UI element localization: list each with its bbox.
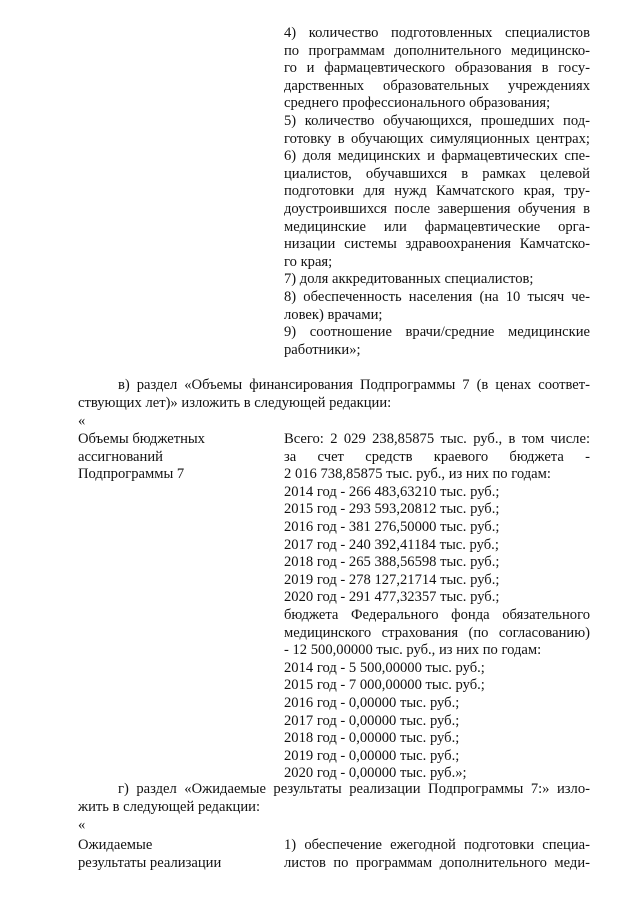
indicator-line: среднего профессионального образования; <box>284 95 551 112</box>
results-label <box>78 837 268 872</box>
paragraph-line: в) раздел «Объемы финансирования Подпрограммы 7 (в ценах соответ- <box>118 377 590 393</box>
indicator-line: циалистов, обучавшихся в рамках целевой <box>284 165 590 182</box>
financing-label <box>78 431 268 484</box>
financing-line: 2014 год - 266 483,63210 тыс. руб.; <box>284 483 500 500</box>
indicator-line: доустроившихся после завершения обучения в <box>284 200 590 217</box>
top-indicators-list <box>284 25 590 359</box>
indicator-line: 9) соотношение врачи/средние медицинские <box>284 324 590 341</box>
financing-line: медицинского страхования (по согласованию) <box>284 624 590 641</box>
financing-line: 2020 год - 0,00000 тыс. руб.»; <box>284 765 467 782</box>
financing-line: 2016 год - 0,00000 тыс. руб.; <box>284 694 460 711</box>
paragraph-line: г) раздел «Ожидаемые результаты реализации Подпрограммы 7:» изло- <box>118 781 590 797</box>
financing-line: бюджета Федерального фонда обязательного <box>284 606 590 623</box>
indicator-line: 7) доля аккредитованных специалистов; <box>284 271 534 288</box>
financing-line: 2017 год - 0,00000 тыс. руб.; <box>284 712 460 729</box>
financing-line: 2018 год - 265 388,56598 тыс. руб.; <box>284 554 500 571</box>
indicator-line: 6) доля медицинских и фармацевтических спе- <box>284 148 590 165</box>
indicator-line: готовку в обучающих симуляционных центрах; <box>284 130 590 147</box>
financing-line: 2014 год - 5 500,00000 тыс. руб.; <box>284 659 485 676</box>
financing-line: 2019 год - 0,00000 тыс. руб.; <box>284 747 460 764</box>
indicator-line: го и фармацевтического образования в госу- <box>284 60 590 77</box>
open-quote-mark: « <box>78 413 86 429</box>
section-g-paragraph <box>78 781 590 816</box>
open-quote-mark-2: « <box>78 817 86 833</box>
financing-line: 2015 год - 7 000,00000 тыс. руб.; <box>284 677 485 694</box>
indicator-line: работники»; <box>284 341 361 358</box>
indicator-line: низации системы здравоохранения Камчатско- <box>284 236 590 253</box>
financing-line: Всего: 2 029 238,85875 тыс. руб., в том числе: <box>284 431 590 447</box>
section-v-paragraph <box>78 377 590 412</box>
indicator-line: 8) обеспеченность населения (на 10 тысяч че- <box>284 288 590 305</box>
financing-line: за счет средств краевого бюджета - <box>284 448 590 465</box>
indicator-line: по программам дополнительного медицинско- <box>284 42 590 59</box>
indicator-line: дарственных образовательных учреждениях <box>284 77 590 94</box>
indicator-line: ловек) врачами; <box>284 306 383 323</box>
financing-line: 2017 год - 240 392,41184 тыс. руб.; <box>284 536 499 553</box>
result-line: 1) обеспечение ежегодной подготовки специа- <box>284 837 590 853</box>
financing-line: 2016 год - 381 276,50000 тыс. руб.; <box>284 518 500 535</box>
label-line: Ожидаемые <box>78 837 153 853</box>
indicator-line: подготовки для нужд Камчатского края, тру- <box>284 183 590 200</box>
financing-line: 2020 год - 291 477,32357 тыс. руб.; <box>284 589 500 606</box>
paragraph-line: жить в следующей редакции: <box>78 798 261 815</box>
indicator-line: го края; <box>284 253 333 270</box>
result-line: листов по программам дополнительного меди- <box>284 854 590 871</box>
financing-line: - 12 500,00000 тыс. руб., из них по годам: <box>284 642 542 659</box>
indicator-line: 5) количество обучающихся, прошедших под- <box>284 112 590 129</box>
label-line: результаты реализации <box>78 854 222 871</box>
financing-line: 2015 год - 293 593,20812 тыс. руб.; <box>284 501 500 518</box>
financing-line: 2018 год - 0,00000 тыс. руб.; <box>284 730 460 747</box>
results-details <box>284 837 590 872</box>
label-line: Объемы бюджетных <box>78 431 205 447</box>
label-line: ассигнований <box>78 448 163 465</box>
paragraph-line: ствующих лет)» изложить в следующей редакции: <box>78 394 392 411</box>
indicator-line: 4) количество подготовленных специалистов <box>284 25 590 41</box>
financing-line: 2019 год - 278 127,21714 тыс. руб.; <box>284 571 500 588</box>
financing-details <box>284 431 590 783</box>
label-line: Подпрограммы 7 <box>78 466 185 483</box>
indicator-line: медицинские или фармацевтические орга- <box>284 218 590 235</box>
financing-line: 2 016 738,85875 тыс. руб., из них по годам: <box>284 466 551 483</box>
